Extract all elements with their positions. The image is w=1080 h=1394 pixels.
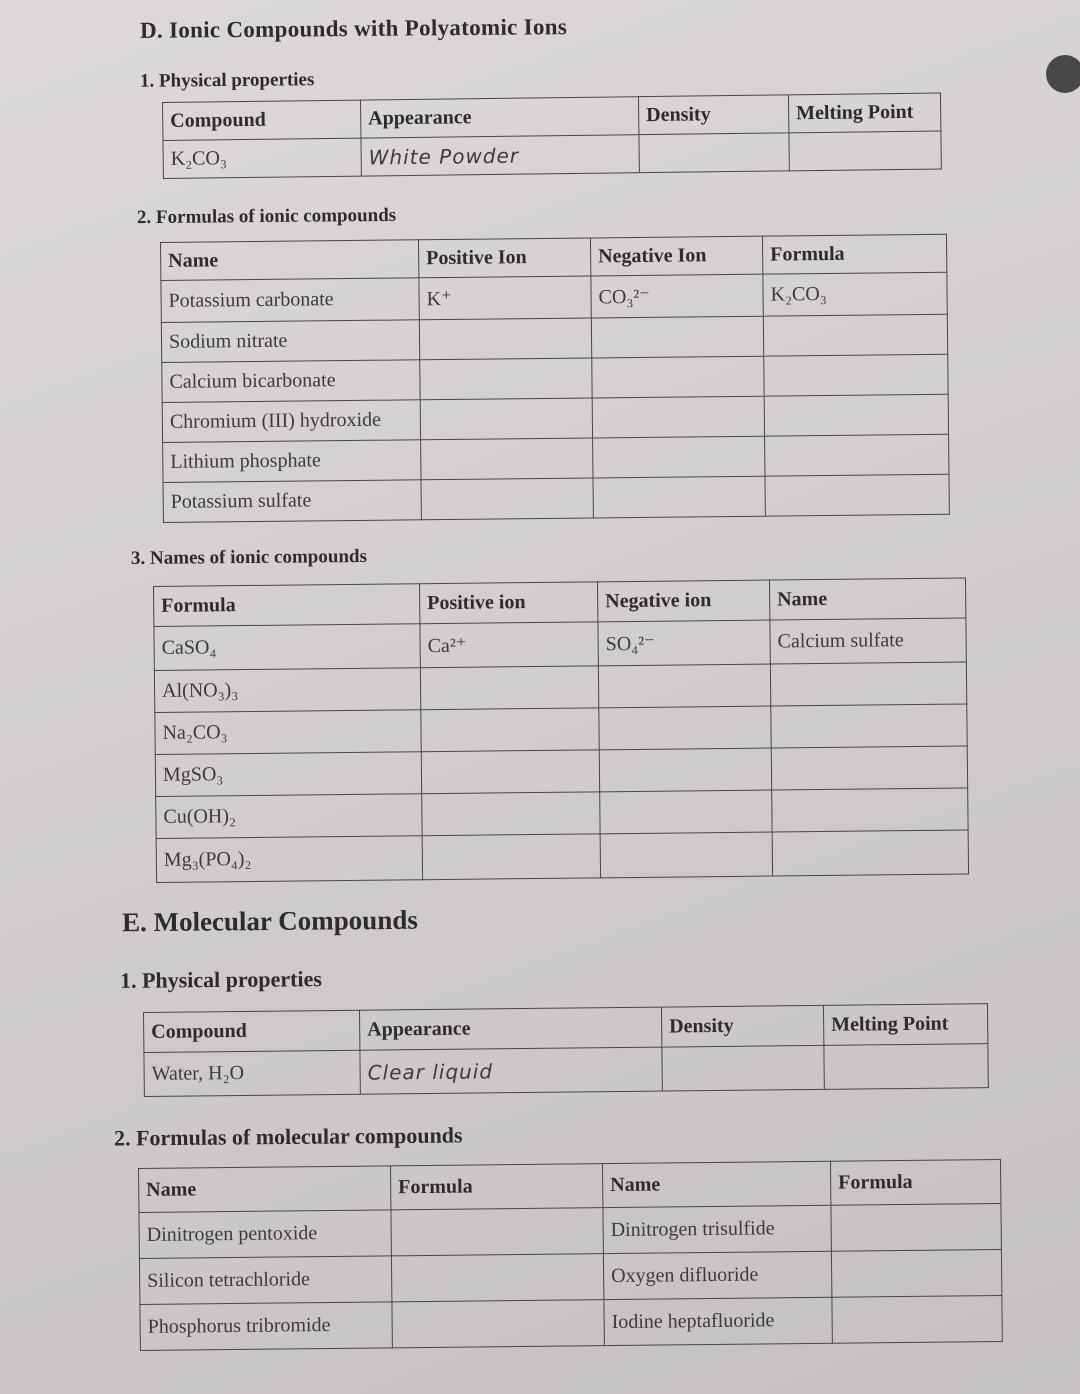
positive-ion-cell[interactable]: [420, 358, 592, 400]
header-density: Density: [638, 95, 788, 135]
header-formula: Formula: [762, 234, 946, 274]
formula-cell-right[interactable]: [832, 1295, 1002, 1343]
positive-ion-cell[interactable]: [421, 750, 599, 794]
header-positive-ion: Positive ion: [419, 582, 597, 624]
section-d-names-heading: 3. Names of ionic compounds: [130, 545, 368, 570]
negative-ion-cell[interactable]: [600, 832, 772, 878]
section-e-physical-heading: 1. Physical properties: [119, 966, 322, 993]
formula-cell-left[interactable]: [392, 1300, 604, 1348]
positive-ion-cell[interactable]: [421, 708, 599, 752]
header-name-left: Name: [139, 1166, 391, 1213]
header-melting-point: Melting Point: [788, 93, 940, 133]
name-cell[interactable]: [771, 704, 967, 748]
negative-ion-cell[interactable]: [600, 790, 772, 834]
formula-cell-left[interactable]: [391, 1254, 603, 1302]
formula-cell: Na₂CO₃: [155, 710, 421, 755]
formula-cell: Mg₃(PO₄)₂: [156, 836, 422, 883]
name-cell: Potassium sulfate: [163, 480, 421, 523]
name-cell[interactable]: Calcium sulfate: [770, 618, 966, 664]
appearance-cell-handwritten[interactable]: White Powder: [361, 135, 639, 176]
negative-ion-cell[interactable]: [598, 664, 770, 708]
negative-ion-cell[interactable]: [593, 436, 765, 478]
positive-ion-cell[interactable]: K⁺: [419, 276, 591, 320]
name-cell-left: Silicon tetrachloride: [139, 1256, 391, 1305]
name-cell: Chromium (III) hydroxide: [162, 400, 420, 443]
header-compound: Compound: [163, 100, 361, 140]
positive-ion-cell[interactable]: [421, 478, 593, 520]
negative-ion-cell[interactable]: [599, 706, 771, 750]
molecular-physical-properties-table: [143, 1003, 989, 1097]
compound-cell: K₂CO₃: [163, 138, 361, 178]
density-cell[interactable]: [639, 133, 789, 173]
melting-point-cell[interactable]: [789, 131, 941, 171]
formula-cell-right[interactable]: [831, 1249, 1001, 1297]
formula-cell[interactable]: K₂CO₃: [763, 272, 947, 316]
header-appearance: Appearance: [359, 1007, 661, 1050]
section-d-physical-heading: 1. Physical properties: [139, 69, 315, 92]
negative-ion-cell[interactable]: [599, 748, 771, 792]
name-cell: Sodium nitrate: [161, 320, 419, 363]
positive-ion-cell[interactable]: [419, 318, 591, 360]
ionic-physical-properties-table: [162, 92, 942, 179]
positive-ion-cell[interactable]: [422, 834, 600, 880]
ionic-formulas-table: [160, 234, 950, 523]
header-density: Density: [661, 1005, 823, 1047]
compound-cell: Water, H₂O: [144, 1050, 360, 1096]
name-cell-left: Phosphorus tribromide: [140, 1302, 392, 1351]
header-melting-point: Melting Point: [823, 1004, 987, 1046]
header-name: Name: [769, 578, 965, 620]
formula-cell: Cu(OH)₂: [156, 794, 422, 839]
header-formula-left: Formula: [390, 1164, 602, 1210]
negative-ion-cell[interactable]: SO₄²⁻: [598, 620, 770, 666]
name-cell-left: Dinitrogen pentoxide: [139, 1210, 391, 1259]
appearance-cell-handwritten[interactable]: Clear liquid: [360, 1047, 662, 1094]
density-cell[interactable]: [662, 1045, 824, 1091]
name-cell[interactable]: [770, 662, 966, 706]
name-cell[interactable]: [772, 788, 968, 832]
formula-cell-left[interactable]: [391, 1208, 603, 1256]
negative-ion-cell[interactable]: [593, 476, 765, 518]
molecular-formulas-table: [138, 1159, 1003, 1351]
formula-cell: MgSO₃: [155, 752, 421, 797]
positive-ion-cell[interactable]: [420, 398, 592, 440]
name-cell: Calcium bicarbonate: [162, 360, 420, 403]
header-name-right: Name: [602, 1161, 830, 1207]
negative-ion-cell[interactable]: [592, 356, 764, 398]
formula-cell[interactable]: [765, 434, 949, 476]
name-cell-right: Dinitrogen trisulfide: [603, 1205, 831, 1253]
negative-ion-cell[interactable]: CO₃²⁻: [591, 274, 763, 318]
name-cell: Potassium carbonate: [161, 278, 419, 323]
section-d-formulas-heading: 2. Formulas of ionic compounds: [136, 204, 397, 229]
formula-cell: CaSO₄: [154, 624, 420, 671]
name-cell[interactable]: [771, 746, 967, 790]
name-cell-right: Oxygen difluoride: [603, 1251, 831, 1299]
name-cell: Lithium phosphate: [163, 440, 421, 483]
negative-ion-cell[interactable]: [591, 316, 763, 358]
negative-ion-cell[interactable]: [592, 396, 764, 438]
binder-hole: [1046, 55, 1080, 93]
header-compound: Compound: [144, 1010, 360, 1052]
formula-cell[interactable]: [764, 394, 948, 436]
formula-cell-right[interactable]: [831, 1203, 1001, 1251]
formula-cell[interactable]: [763, 314, 947, 356]
melting-point-cell[interactable]: [824, 1044, 988, 1090]
header-positive-ion: Positive Ion: [418, 238, 590, 278]
positive-ion-cell[interactable]: Ca²⁺: [420, 622, 598, 668]
name-cell-right: Iodine heptafluoride: [604, 1297, 832, 1345]
header-formula-right: Formula: [830, 1159, 1000, 1205]
header-negative-ion: Negative ion: [597, 580, 769, 622]
section-e-title: E. Molecular Compounds: [121, 904, 418, 938]
header-appearance: Appearance: [360, 97, 638, 138]
formula-cell[interactable]: [764, 354, 948, 396]
formula-cell: Al(NO₃)₃: [154, 668, 420, 713]
positive-ion-cell[interactable]: [422, 792, 600, 836]
formula-cell[interactable]: [765, 474, 949, 516]
positive-ion-cell[interactable]: [420, 666, 598, 710]
section-e-formulas-heading: 2. Formulas of molecular compounds: [113, 1122, 463, 1151]
ionic-names-table: [153, 577, 969, 882]
positive-ion-cell[interactable]: [421, 438, 593, 480]
header-name: Name: [161, 240, 419, 281]
header-negative-ion: Negative Ion: [590, 236, 762, 276]
header-formula: Formula: [154, 584, 420, 627]
name-cell[interactable]: [772, 830, 968, 876]
section-d-title: D. Ionic Compounds with Polyatomic Ions: [139, 14, 568, 43]
